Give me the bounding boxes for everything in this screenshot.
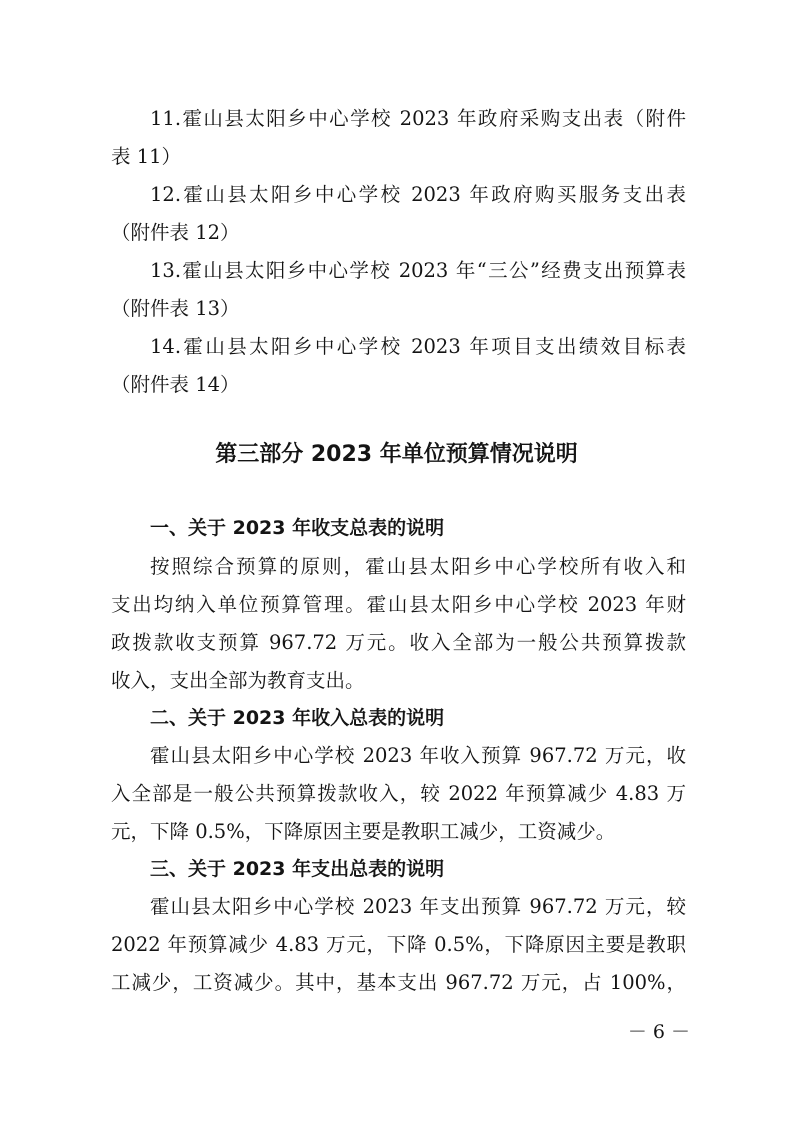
list-item-14-line1: 14.霍山县太阳乡中心学校 2023 年项目支出绩效目标表 [150,335,686,358]
section-1-line-3: 政拨款收支预算 967.72 万元。收入全部为一般公共预算拨款 [111,631,686,654]
list-item-12-line1: 12.霍山县太阳乡中心学校 2023 年政府购买服务支出表 [150,183,686,206]
section-2-line-2: 入全部是一般公共预算拨款收入，较 2022 年预算减少 4.83 万 [111,782,686,805]
list-item-12-line2: （附件表 12） [111,221,240,244]
section-3-heading: 三、关于 2023 年支出总表的说明 [150,858,445,880]
page-number: － 6 － [627,1021,690,1043]
section-3-line-1: 霍山县太阳乡中心学校 2023 年支出预算 967.72 万元，较 [150,895,686,918]
section-2-line-3: 元，下降 0.5%，下降原因主要是教职工减少，工资减少。 [111,820,616,843]
section-1-line-4: 收入，支出全部为教育支出。 [111,669,365,692]
list-item-11-line1: 11.霍山县太阳乡中心学校 2023 年政府采购支出表（附件 [150,107,686,130]
list-item-13-line1: 13.霍山县太阳乡中心学校 2023 年“三公”经费支出预算表 [150,259,686,282]
section-2-line-1: 霍山县太阳乡中心学校 2023 年收入预算 967.72 万元，收 [150,744,686,767]
list-item-13-line2: （附件表 13） [111,297,240,320]
section-2-heading: 二、关于 2023 年收入总表的说明 [150,707,445,729]
section-3-line-3: 工减少，工资减少。其中，基本支出 967.72 万元，占 100%， [111,971,686,994]
list-item-14-line2: （附件表 14） [111,373,240,396]
list-item-11-line2: 表 11） [111,145,182,168]
section-1-line-1: 按照综合预算的原则，霍山县太阳乡中心学校所有收入和 [150,555,686,578]
section-1-line-2: 支出均纳入单位预算管理。霍山县太阳乡中心学校 2023 年财 [111,593,686,616]
part-title: 第三部分 2023 年单位预算情况说明 [215,442,578,467]
section-1-heading: 一、关于 2023 年收支总表的说明 [150,517,445,539]
section-3-line-2: 2022 年预算减少 4.83 万元，下降 0.5%，下降原因主要是教职 [111,933,686,956]
